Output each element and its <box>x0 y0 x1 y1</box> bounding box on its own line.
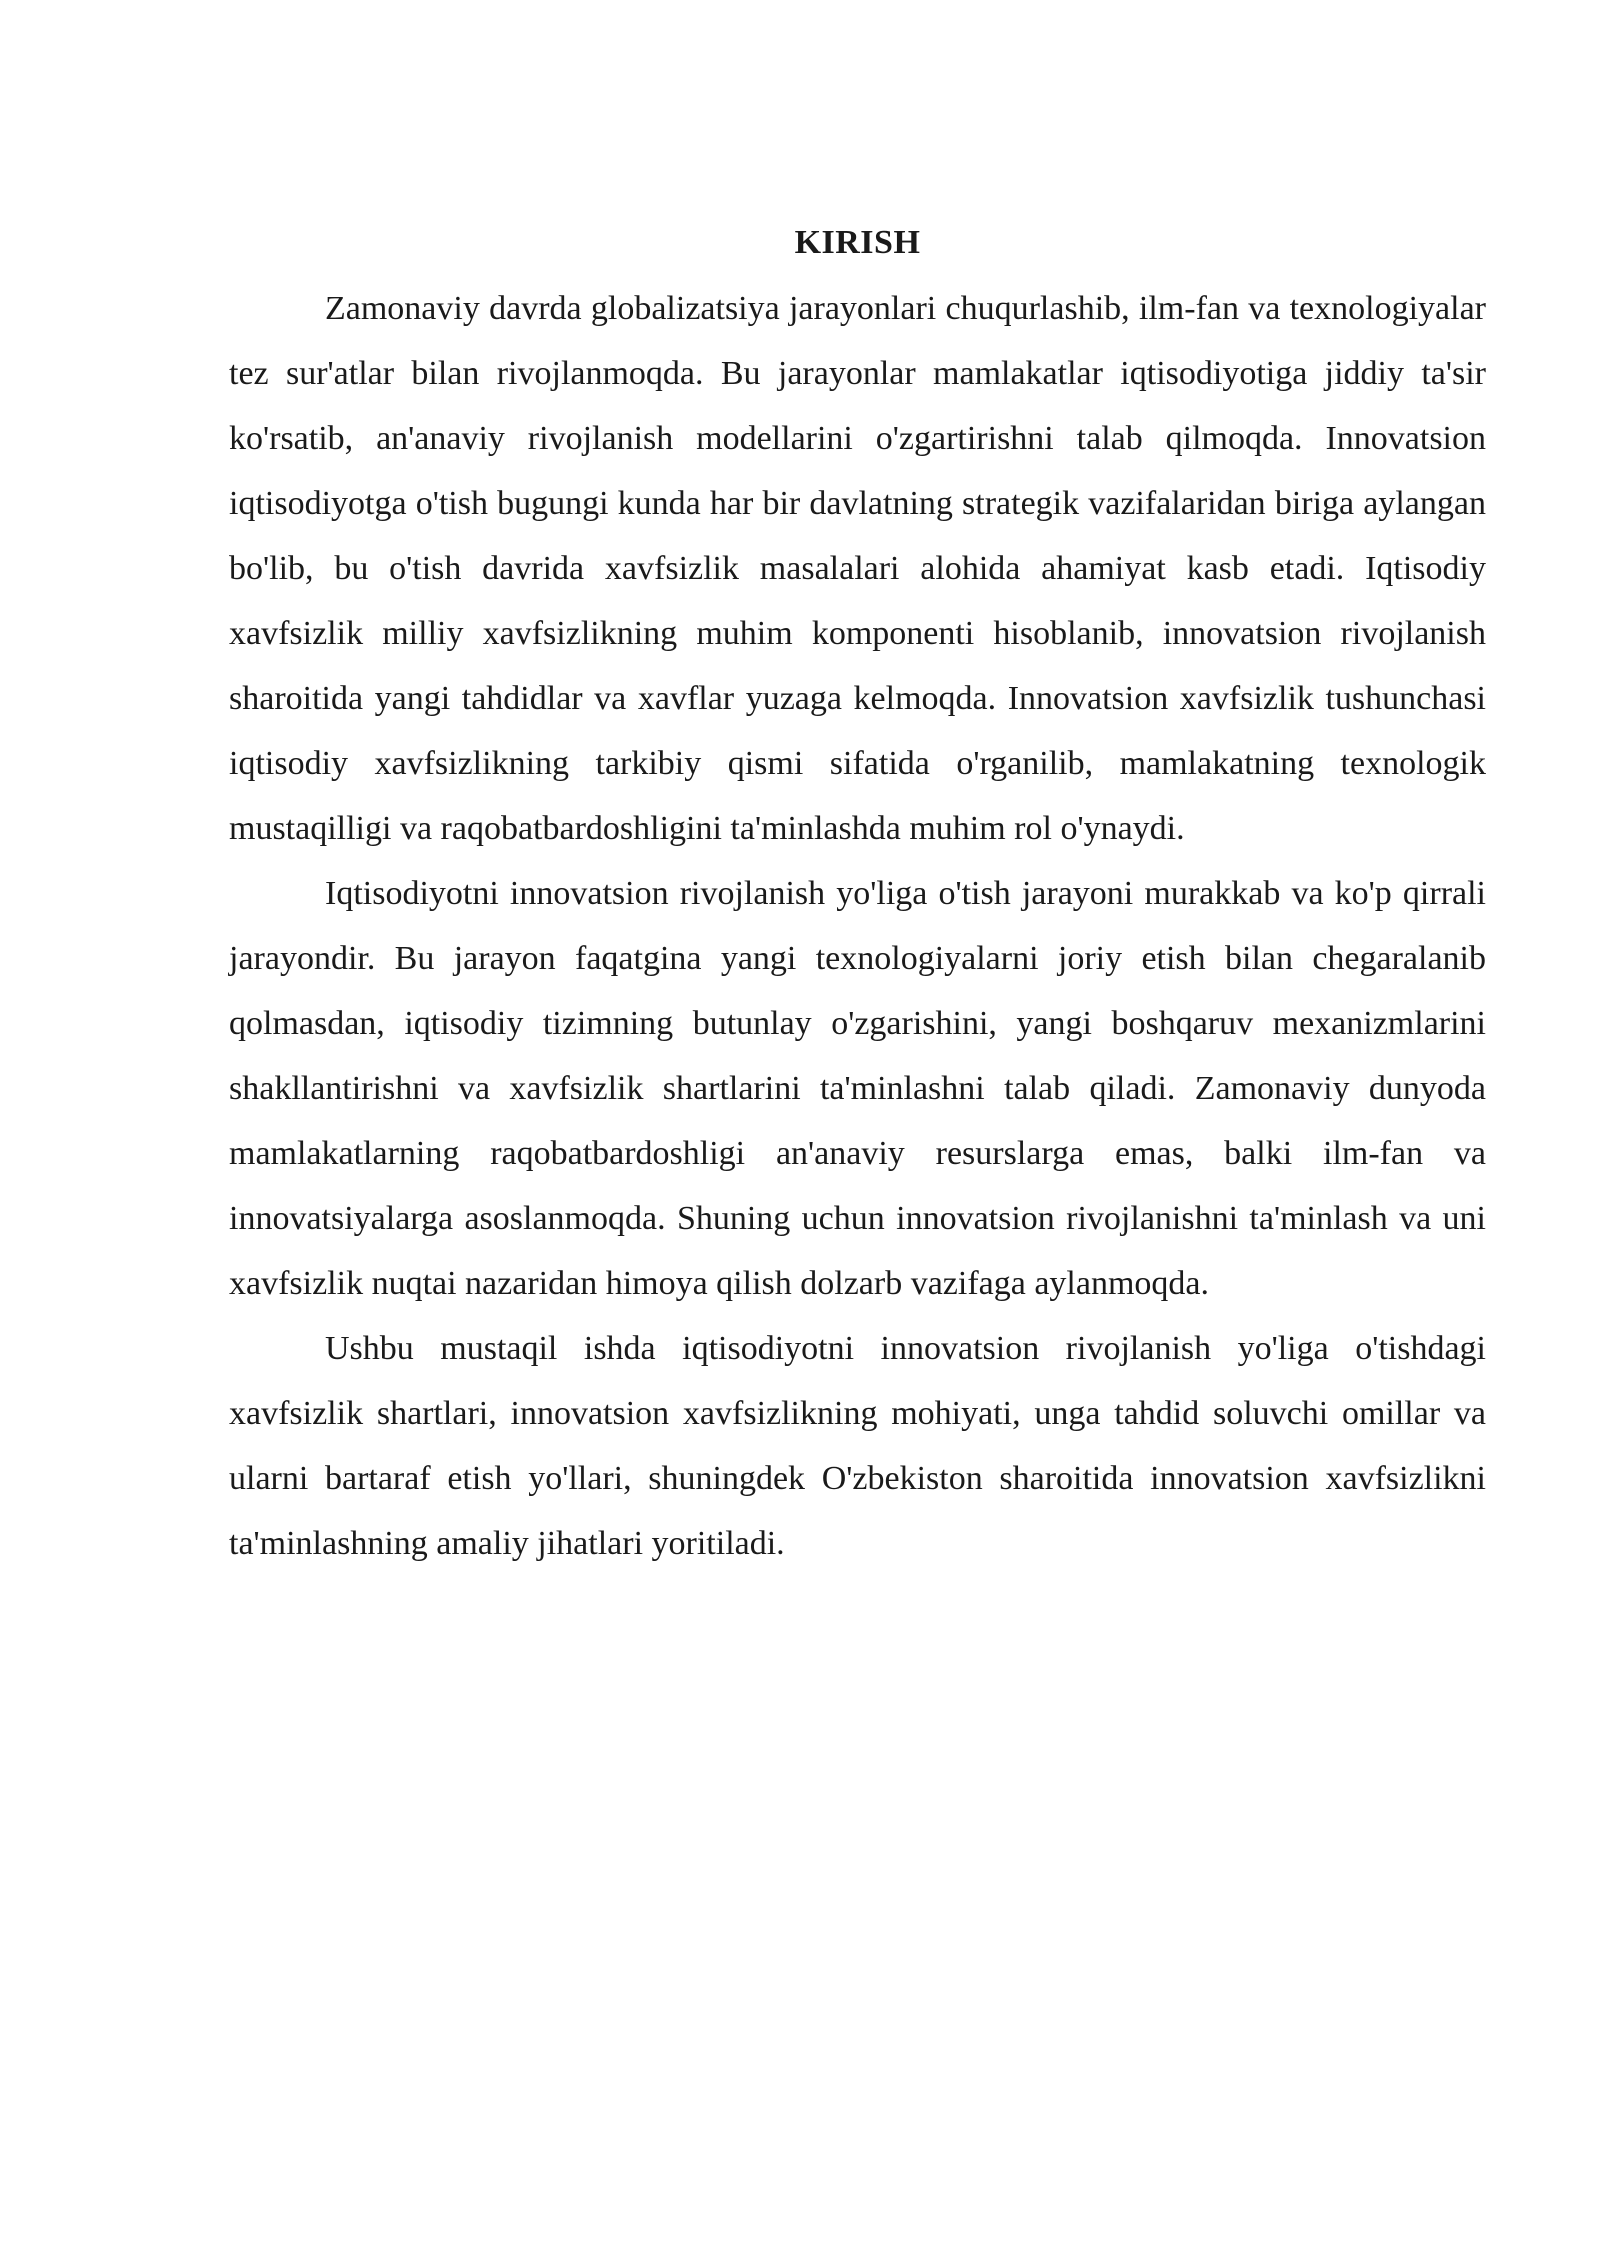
document-body <box>229 218 1486 1576</box>
page-title: KIRISH <box>794 224 921 261</box>
paragraph-1: Zamonaviy davrda globalizatsiya jarayonlari chuqurlashib, ilm-fan va texnologiyalar tez sur'atlar bilan rivojlanmoqda. Bu jarayonlar mamlakatlar iqtisodiyotiga jiddiy ta'sir ko'rsatib, an'anaviy rivojlanish modellarini o'zgartirishni talab qilmoqda. Innovatsion iqtisodiyotga o'tish bugungi kunda har bir davlatning strategik vazifalaridan biriga aylangan bo'lib, bu o'tish davrida xavfsizlik masalalari alohida ahamiyat kasb etadi. Iqtisodiy xavfsizlik milliy xavfsizlikning muhim komponenti hisoblanib, innovatsion rivojlanish sharoitida yangi tahdidlar va xavflar yuzaga kelmoqda. Innovatsion xavfsizlik tushunchasi iqtisodiy xavfsizlikning tarkibiy qismi sifatida o'rganilib, mamlakatning texnologik mustaqilligi va raqobatbardoshligini ta'minlashda muhim rol o'ynaydi. <box>229 290 1486 847</box>
paragraph-2: Iqtisodiyotni innovatsion rivojlanish yo'liga o'tish jarayoni murakkab va ko'p qirrali jarayondir. Bu jarayon faqatgina yangi texnologiyalarni joriy etish bilan chegaralanib qolmasdan, iqtisodiy tizimning butunlay o'zgarishini, yangi boshqaruv mexanizmlarini shakllantirishni va xavfsizlik shartlarini ta'minlashni talab qiladi. Zamonaviy dunyoda mamlakatlarning raqobatbardoshligi an'anaviy resurslarga emas, balki ilm-fan va innovatsiyalarga asoslanmoqda. Shuning uchun innovatsion rivojlanishni ta'minlash va uni xavfsizlik nuqtai nazaridan himoya qilish dolzarb vazifaga aylanmoqda. <box>229 875 1486 1302</box>
paragraph-3: Ushbu mustaqil ishda iqtisodiyotni innovatsion rivojlanish yo'liga o'tishdagi xavfsizlik shartlari, innovatsion xavfsizlikning mohiyati, unga tahdid soluvchi omillar va ularni bartaraf etish yo'llari, shuningdek O'zbekiston sharoitida innovatsion xavfsizlikni ta'minlashning amaliy jihatlari yoritiladi. <box>229 1330 1486 1562</box>
